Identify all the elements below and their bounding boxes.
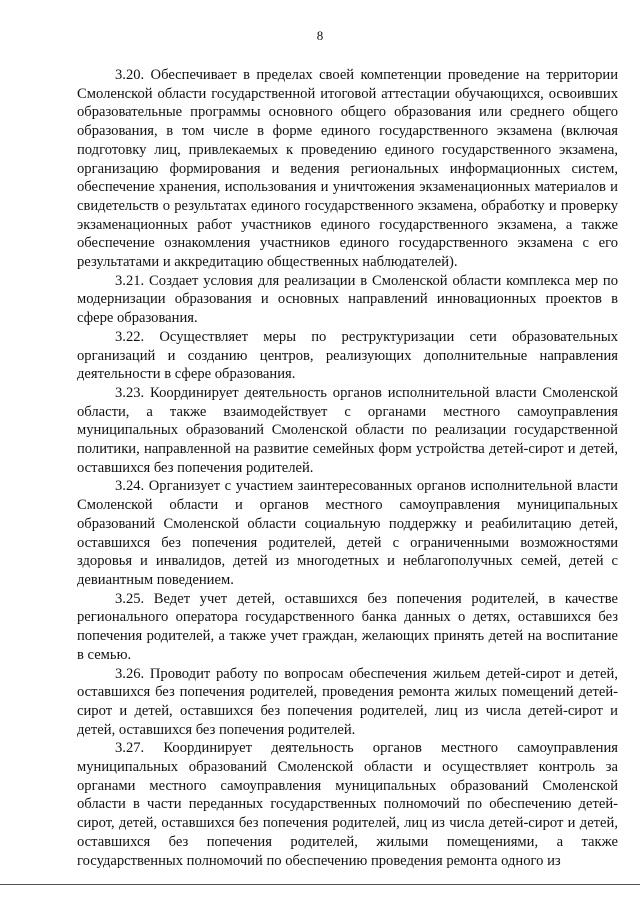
paragraph-3-26: 3.26. Проводит работу по вопросам обеспечения жильем детей-сирот и детей, оставшихся без попечения родителей, проведения ремонта жилых помещений детей-сирот и детей, оставшихся без попечения родителей, лиц из числа детей-сирот и детей, оставшихся без попечения родителей.	[77, 665, 618, 738]
paragraph-3-24: 3.24. Организует с участием заинтересованных органов исполнительной власти Смоленской области и органов местного самоуправления муниципальных образований Смоленской области социальную поддержку и реабилитацию детей, оставшихся без попечения родителей, детей с ограниченными возможностями здоровья и инвалидов, детей из многодетных и неблагополучных семей, детей с девиантным поведением.	[77, 478, 618, 588]
paragraph-3-21: 3.21. Создает условия для реализации в Смоленской области комплекса мер по модернизации образования и основных направлений инновационных проектов в сфере образования.	[77, 272, 618, 327]
document-body	[77, 66, 618, 870]
page-bottom-rule	[0, 884, 640, 885]
page-number: 8	[316, 28, 324, 43]
paragraph-3-22: 3.22. Осуществляет меры по реструктуризации сети образовательных организаций и созданию центров, реализующих дополнительные направления деятельности в сфере образования.	[77, 328, 618, 383]
paragraph-3-20: 3.20. Обеспечивает в пределах своей компетенции проведение на территории Смоленской области государственной итоговой аттестации обучающихся, освоивших образовательные программы основного общего образования или среднего общего образования, в том числе в форме единого государственного экзамена (включая подготовку лиц, привлекаемых к проведению единого государственного экзамена, организацию формирования и ведения региональных информационных систем, обеспечение хранения, использования и уничтожения экзаменационных материалов и свидетельств о результатах единого государственного экзамена, обработку и проверку экзаменационных работ участников единого государственного экзамена, а также обеспечение ознакомления участников единого государственного экзамена с его результатами и аккредитацию общественных наблюдателей).	[77, 67, 618, 271]
paragraph-3-23: 3.23. Координирует деятельность органов исполнительной власти Смоленской области, а также взаимодействует с органами местного самоуправления муниципальных образований Смоленской области по реализации государственной политики, направленной на развитие семейных форм устройства детей-сирот и детей, оставшихся без попечения родителей.	[77, 384, 618, 476]
paragraph-3-25: 3.25. Ведет учет детей, оставшихся без попечения родителей, в качестве регионального оператора государственного банка данных о детях, оставшихся без попечения родителей, а также учет граждан, желающих принять детей на воспитание в семью.	[77, 590, 618, 663]
paragraph-3-27: 3.27. Координирует деятельность органов местного самоуправления муниципальных образований Смоленской области и осуществляет контроль за органами местного самоуправления муниципальных образований Смоленской области в части переданных государственных полномочий по обеспечению детей-сирот, детей, оставшихся без попечения родителей, лиц из числа детей-сирот и детей, оставшихся без попечения родителей, жилыми помещениями, а также государственных полномочий по обеспечению проведения ремонта одного из	[77, 740, 618, 869]
